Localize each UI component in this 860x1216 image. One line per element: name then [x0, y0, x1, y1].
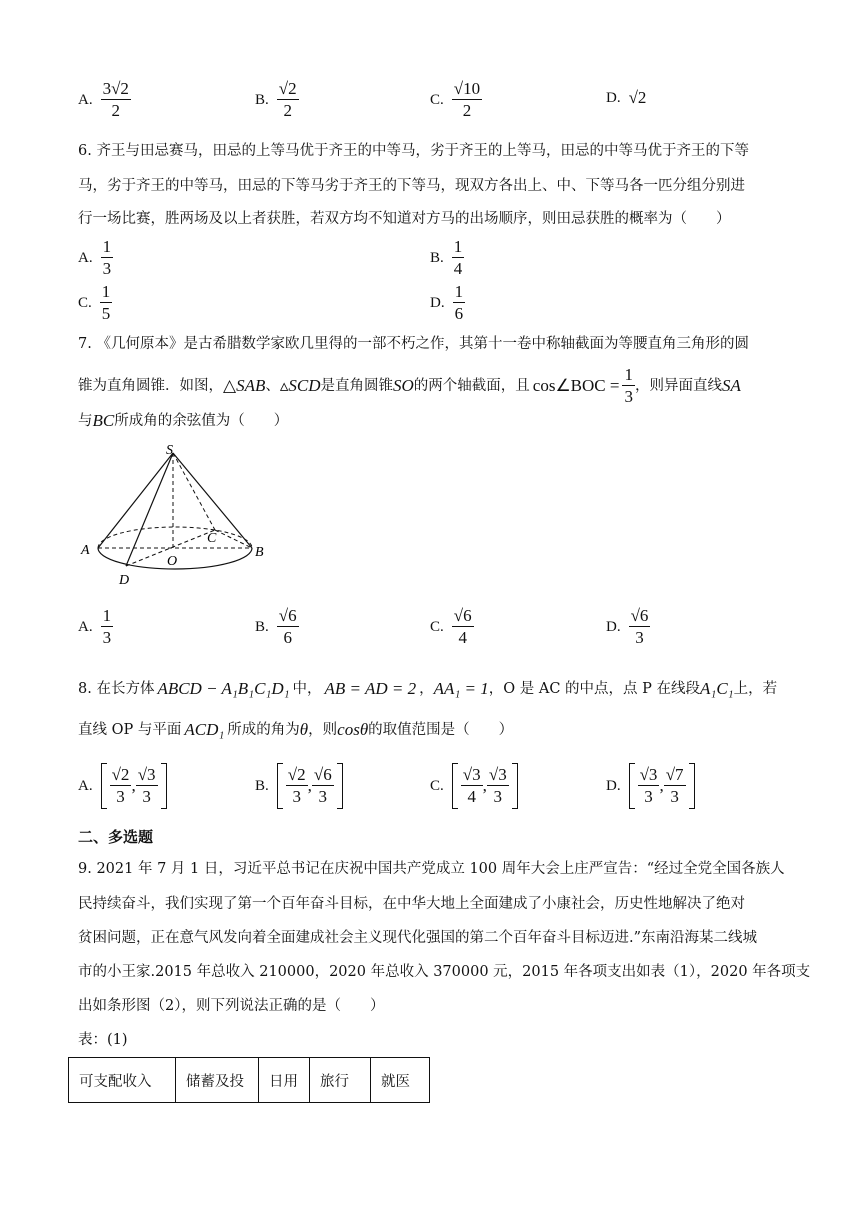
fraction: $\frac{3√2}{2}$	[102, 79, 129, 120]
cuboid-name: ABCD − A₁B₁C₁D₁	[157, 679, 290, 698]
option-label: A.	[78, 777, 93, 794]
q8-option-b[interactable]	[255, 763, 343, 809]
q9-text-line: 出如条形图（2），则下列说法正确的是（ ）	[78, 998, 385, 1014]
q6-text-line: 6. 齐王与田忌赛马，田忌的上等马优于齐王的中等马，劣于齐王的上等马，田忌的中等马优于齐王的下等	[78, 143, 749, 159]
fraction: $\frac{√10}{2}$	[453, 79, 481, 120]
option-label: B.	[255, 618, 269, 635]
option-label: B.	[430, 249, 444, 266]
fraction: $\frac{1}{5}$	[101, 282, 111, 323]
q5-option-b[interactable]	[255, 80, 299, 120]
table-cell: 就医	[371, 1058, 430, 1103]
q6-option-c[interactable]	[78, 283, 112, 323]
q9-text-line: 民持续奋斗，我们实现了第一个百年奋斗目标，在中华大地上全面建成了小康社会，历史性地解决了绝对	[78, 896, 745, 912]
q6-option-b[interactable]	[430, 238, 464, 278]
q7-option-d[interactable]	[606, 607, 650, 647]
sqrt-value: √2	[628, 88, 647, 107]
edge-sc	[173, 453, 215, 530]
equation-aa1: AA₁ = 1	[433, 679, 489, 698]
table-cell: 储蓄及投	[176, 1058, 259, 1103]
segment-cb	[215, 530, 252, 548]
option-label: D.	[606, 618, 621, 635]
expense-table	[68, 1057, 430, 1103]
plane-acd1: ACD₁	[184, 720, 225, 739]
option-label: A.	[78, 618, 93, 635]
cos-expression: cos∠BOC =	[532, 376, 620, 395]
option-label: A.	[78, 91, 93, 108]
q7-option-c[interactable]	[430, 607, 474, 647]
q8-option-a[interactable]	[78, 763, 167, 809]
option-label: C.	[430, 618, 444, 635]
option-label: B.	[255, 91, 269, 108]
label-b: B	[255, 545, 264, 560]
q8-text-line: 直线 OP 与平面 ACD₁ 所成的角为 θ ，则 cosθ 的取值范围是（ ）	[78, 720, 514, 739]
q7-text-line: 7. 《几何原本》是古希腊数学家欧几里得的一部不朽之作，其第十一卷中称轴截面为等腰直角三角形的圆	[78, 336, 749, 352]
table-cell: 日用	[259, 1058, 310, 1103]
q7-option-b[interactable]	[255, 607, 299, 647]
q7-option-a[interactable]	[78, 607, 113, 647]
q9-text-line: 贫困问题，正在意气风发向着全面建成社会主义现代化强国的第二个百年奋斗目标迈进.”东南沿海某二线城	[78, 930, 758, 946]
q8-option-c[interactable]	[430, 763, 518, 809]
table-caption: 表：(1)	[78, 1032, 128, 1048]
q5-option-d[interactable]	[606, 88, 646, 108]
fraction: $\frac{√2}{2}$	[278, 79, 297, 120]
q6-text-line: 马，劣于齐王的中等马，田忌的下等马劣于齐王的下等马，现双方各出上、中、下等马各一匹分组分别进	[78, 178, 745, 194]
q7-text-line: 与 BC 所成角的余弦值为（ ）	[78, 411, 289, 430]
q6-option-d[interactable]	[430, 283, 465, 323]
fraction: $\frac{√6}{3}$	[630, 606, 649, 647]
line-bc: BC	[92, 411, 115, 430]
option-label: B.	[255, 777, 269, 794]
equation-ab-ad: AB = AD = 2	[324, 679, 417, 698]
fraction: $\frac{1}{6}$	[454, 282, 464, 323]
q7-text-line: 锥为直角圆锥．如图， △SAB 、 ▵SCD 是直角圆锥 SO 的两个轴截面，且 cos∠BOC = $\frac{1}{3}$ ，则异面直线 SA	[78, 365, 741, 406]
triangle-scd: ▵SCD	[279, 376, 321, 395]
edge-sd	[126, 453, 173, 566]
segment-a1c1: A₁C₁	[700, 679, 734, 698]
option-label: C.	[78, 294, 92, 311]
label-c: C	[207, 531, 217, 546]
option-label: C.	[430, 777, 444, 794]
option-label: D.	[430, 294, 445, 311]
q9-text-line: 市的小王家.2015 年总收入 210000，2020 年总收入 370000 元，2015 年各项支出如表（1），2020 年各项支	[78, 964, 811, 980]
base-back-arc	[98, 527, 252, 548]
interval: $\frac{√3}{4}$ , $\frac{√3}{3}$	[452, 763, 518, 809]
label-a: A	[81, 543, 90, 558]
option-label: D.	[606, 777, 621, 794]
q8-option-d[interactable]	[606, 763, 695, 809]
q6-option-a[interactable]	[78, 238, 113, 278]
label-d: D	[119, 573, 130, 588]
q5-option-a[interactable]	[78, 80, 131, 120]
fraction: $\frac{1}{3}$	[102, 237, 112, 278]
cone-figure	[75, 438, 275, 590]
option-label: A.	[78, 249, 93, 266]
fraction: $\frac{√6}{4}$	[453, 606, 472, 647]
line-sa: SA	[721, 376, 741, 395]
table-cell: 可支配收入	[69, 1058, 176, 1103]
q5-option-c[interactable]	[430, 80, 482, 120]
option-label: D.	[606, 89, 621, 106]
fraction: $\frac{1}{4}$	[453, 237, 463, 278]
fraction: $\frac{√6}{6}$	[278, 606, 297, 647]
table-cell: 旅行	[310, 1058, 371, 1103]
interval: $\frac{√2}{3}$ , $\frac{√6}{3}$	[277, 763, 343, 809]
cone-axis: SO	[393, 376, 414, 395]
cos-theta: cosθ	[337, 720, 369, 739]
fraction: $\frac{1}{3}$	[102, 606, 112, 647]
label-s: S	[166, 443, 173, 458]
interval: $\frac{√2}{3}$ , $\frac{√3}{3}$	[101, 763, 167, 809]
option-label: C.	[430, 91, 444, 108]
fraction: $\frac{1}{3}$	[624, 365, 633, 406]
edge-sa	[98, 453, 173, 548]
triangle-sab: △SAB	[223, 376, 266, 395]
q6-text-line: 行一场比赛，胜两场及以上者获胜，若双方均不知道对方马的出场顺序，则田忌获胜的概率为（ ）	[78, 211, 731, 227]
label-o: O	[167, 554, 178, 569]
section-heading: 二、多选题	[78, 828, 154, 846]
angle-theta: θ	[299, 720, 309, 739]
q8-text-line: 8. 在长方体 ABCD − A₁B₁C₁D₁ 中， AB = AD = 2 ， AA₁ = 1 ，O 是 AC 的中点，点 P 在线段 A₁C₁ 上，若	[78, 679, 778, 698]
table-row	[69, 1058, 430, 1103]
interval: $\frac{√3}{3}$ , $\frac{√7}{3}$	[629, 763, 695, 809]
q9-text-line: 9. 2021 年 7 月 1 日，习近平总书记在庆祝中国共产党成立 100 周年大会上庄严宣告：“经过全党全国各族人	[78, 861, 785, 877]
